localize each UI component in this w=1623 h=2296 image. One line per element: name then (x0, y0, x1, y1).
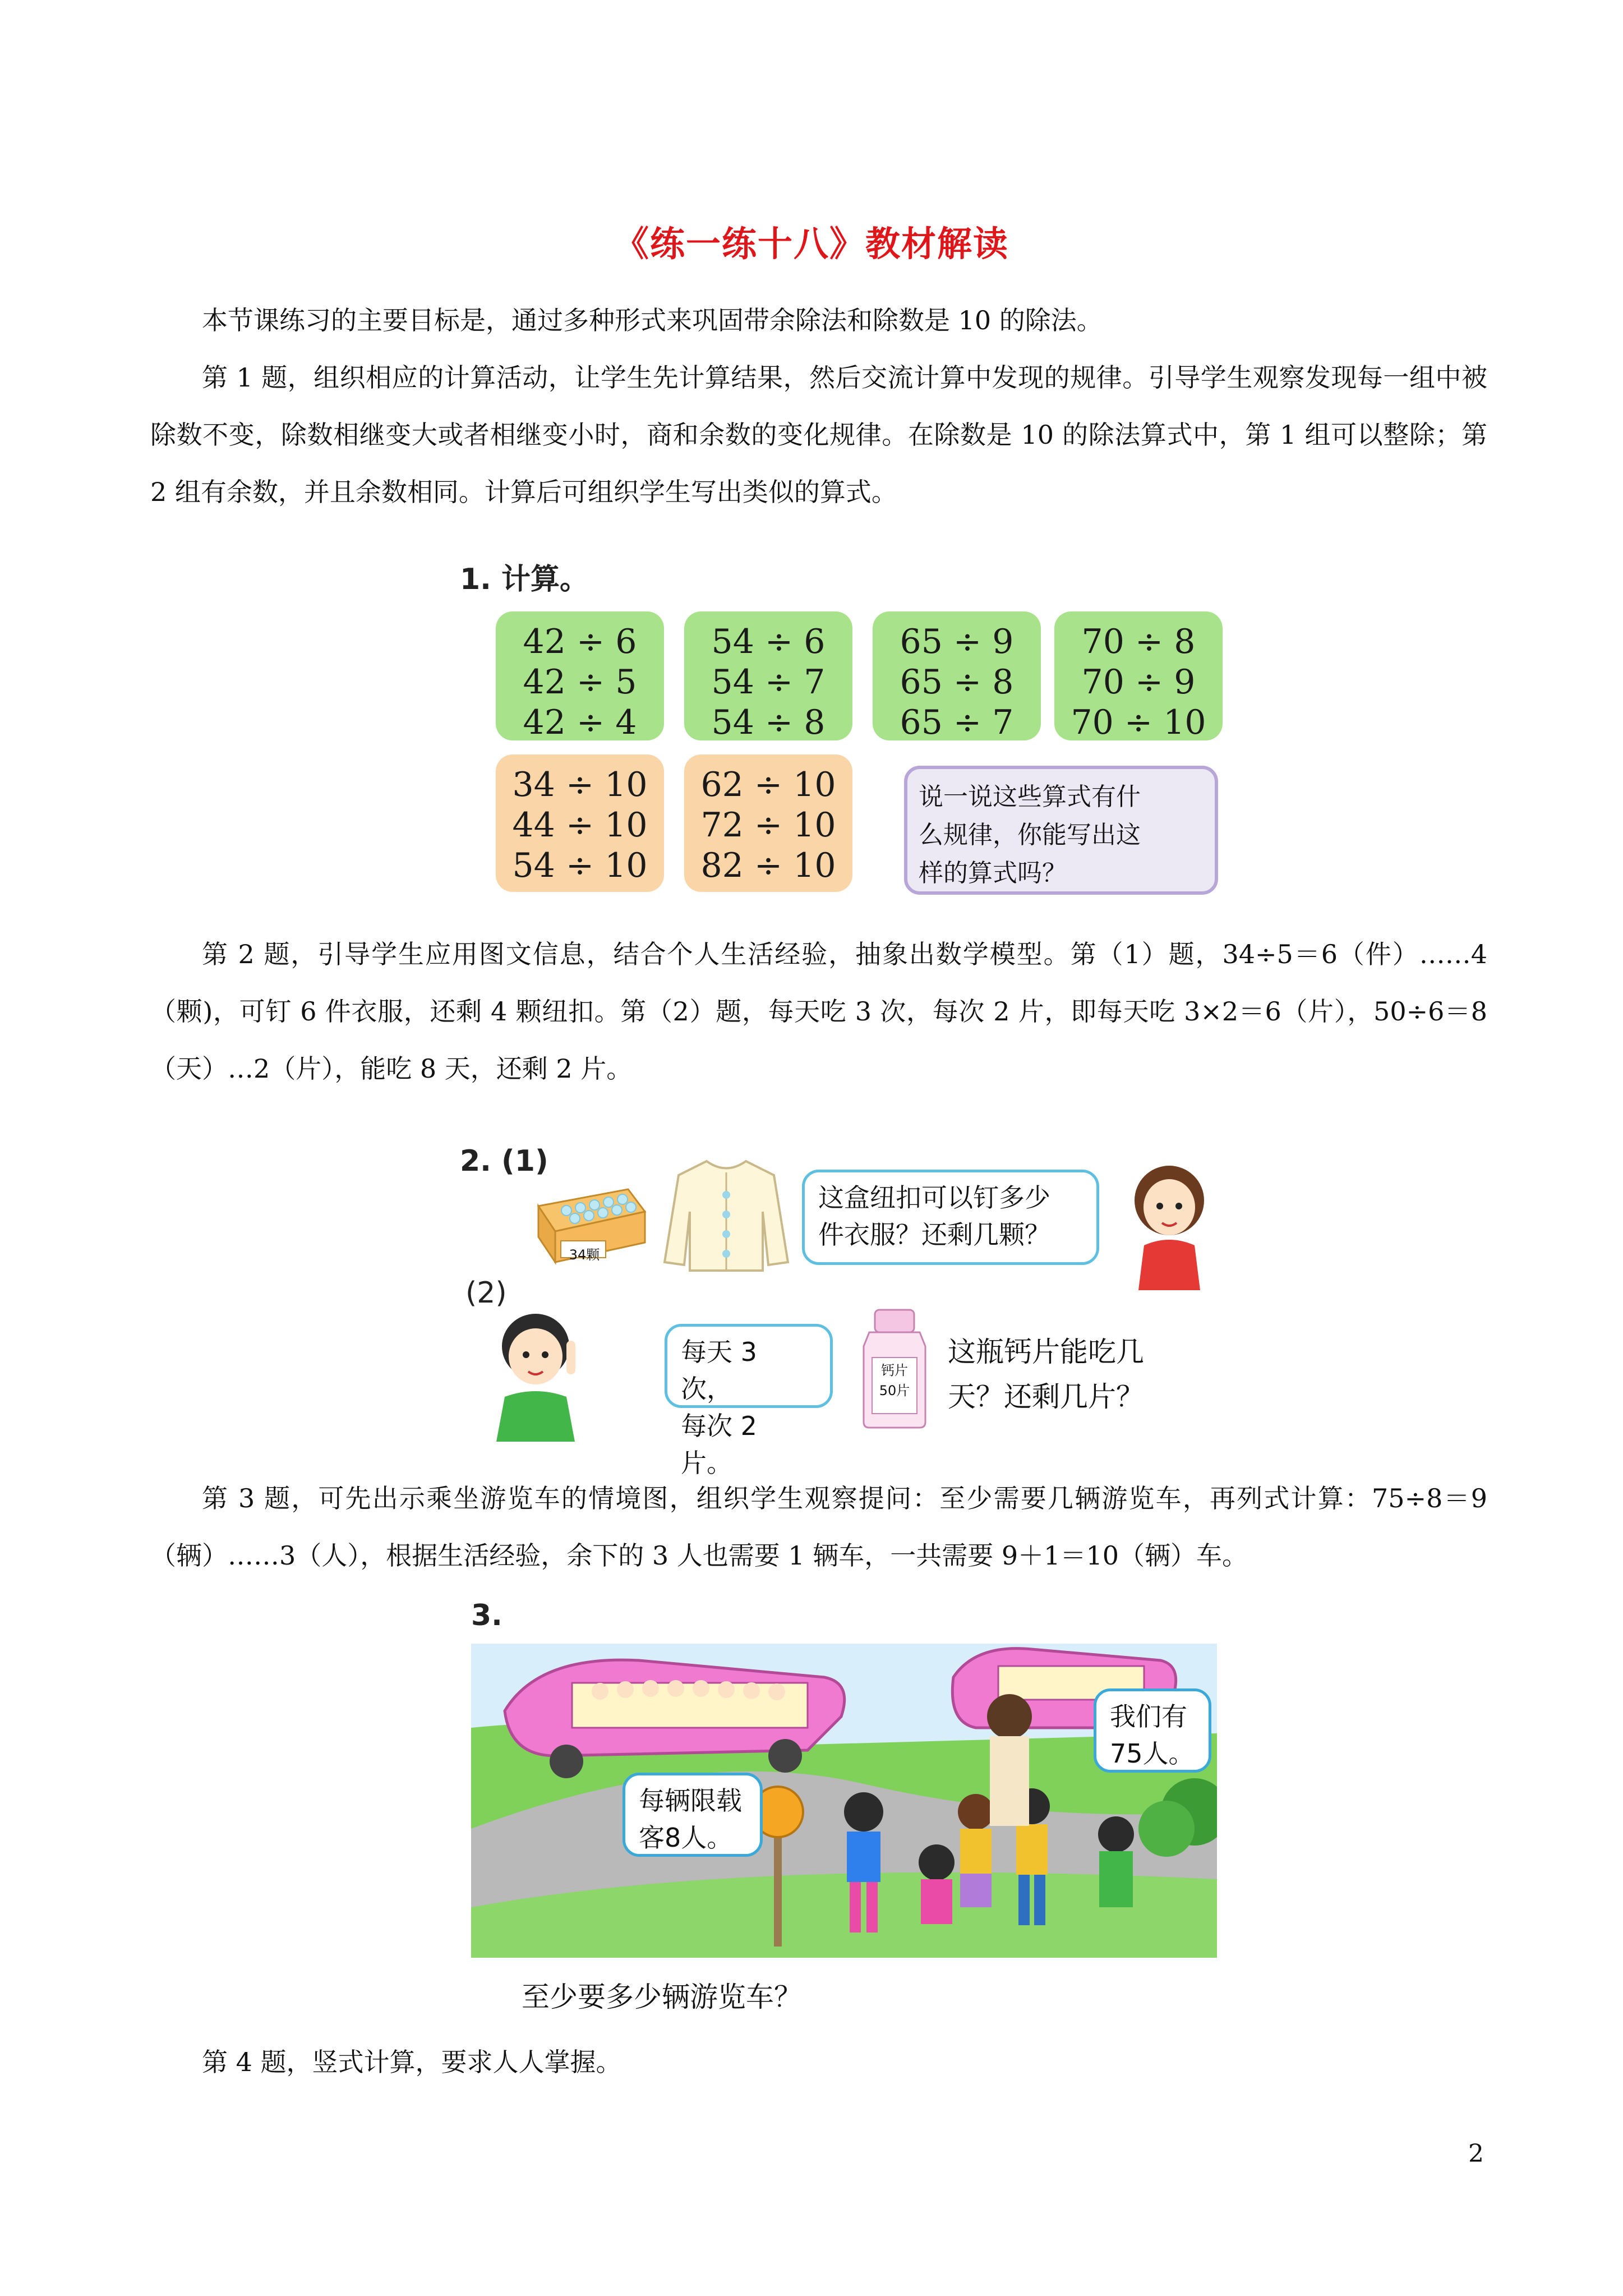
expression: 82 ÷ 10 (700, 846, 836, 885)
expression: 70 ÷ 10 (1071, 703, 1206, 742)
green-box-2 (684, 611, 852, 740)
expression: 54 ÷ 7 (711, 662, 826, 702)
bottle-label (872, 1360, 917, 1401)
speech-line: 每天 3 次， (681, 1337, 757, 1404)
page-number: 2 (1468, 2139, 1484, 2168)
expression: 42 ÷ 4 (523, 703, 637, 742)
figure-1-heading: 1. 计算。 (460, 563, 589, 596)
bubble-line: 么规律，你能写出这 (919, 821, 1141, 849)
expression: 65 ÷ 8 (900, 662, 1014, 702)
page-title: 《练一练十八》教材解读 (614, 223, 1009, 264)
figure-3-caption: 至少要多少辆游览车？ (522, 1981, 802, 2013)
boy-speech-bubble (665, 1324, 833, 1478)
speech-bubble-hint (904, 766, 1218, 895)
bottle-question (948, 1329, 1144, 1419)
q2-text: 第 2 题，引导学生应用图文信息，结合个人生活经验，抽象出数学模型。第（1）题，34÷5＝6（件）……4（颗)，可钉 6 件衣服，还剩 4 颗纽扣。第（2）题，每天吃 3 次，每次 2 片，即每天吃 3×2＝6（片），50÷6＝8（天）…2（片），能吃 8 天，还剩 2 片。 (150, 939, 1487, 1084)
paragraph-q2 (150, 926, 1487, 1097)
expression: 54 ÷ 10 (512, 846, 648, 885)
intro-text: 本节课练习的主要目标是，通过多种形式来巩固带余除法和除数是 10 的除法。 (202, 305, 1103, 335)
orange-box-1 (496, 754, 664, 892)
tour-car-scene (471, 1644, 1217, 1958)
speech-line: 每次 2 片。 (681, 1411, 757, 1478)
jacket-illustration (662, 1150, 791, 1279)
question-line: 这瓶钙片能吃几 (948, 1336, 1144, 1368)
figure-2 (454, 1139, 1228, 1478)
expression: 42 ÷ 6 (523, 622, 637, 661)
paragraph-q4 (150, 2033, 1487, 2091)
expression: 70 ÷ 9 (1081, 662, 1196, 702)
figure-1 (449, 555, 1223, 903)
bubble-line: 说一说这些算式有什 (919, 783, 1141, 811)
speech-line: 件衣服？还剩几颗？ (818, 1220, 1050, 1250)
figure-3-heading: 3. (471, 1599, 502, 1632)
figure-3 (471, 1599, 1223, 2025)
paragraph-intro (150, 292, 1487, 349)
boy-illustration (482, 1307, 594, 1442)
expression: 65 ÷ 7 (900, 703, 1014, 742)
question-line: 天？还剩几片？ (948, 1381, 1144, 1413)
expression: 72 ÷ 10 (700, 806, 836, 845)
green-box-4 (1054, 611, 1223, 740)
sub-question-2: (2) (465, 1276, 507, 1310)
expression: 42 ÷ 5 (523, 662, 637, 702)
speech-line: 每辆限载 (639, 1786, 742, 1816)
expression: 54 ÷ 8 (711, 703, 826, 742)
bubble-line: 样的算式吗？ (919, 859, 1067, 887)
expression: 65 ÷ 9 (900, 622, 1014, 661)
q1-text: 第 1 题，组织相应的计算活动，让学生先计算结果，然后交流计算中发现的规律。引导学生观察发现每一组中被除数不变，除数相继变大或者相继变小时，商和余数的变化规律。在除数是 10 的除法算式中，第 1 组可以整除；第 2 组有余数，并且余数相同。计算后可组织学生写出类似的算式。 (150, 362, 1487, 507)
girl-illustration (1122, 1161, 1217, 1290)
girl-speech-bubble (802, 1170, 1099, 1265)
figure-2-heading: 2. (1) (460, 1144, 548, 1178)
green-box-3 (873, 611, 1041, 740)
q3-text: 第 3 题，可先出示乘坐游览车的情境图，组织学生观察提问：至少需要几辆游览车，再列式计算：75÷8＝9（辆）……3（人），根据生活经验，余下的 3 人也需要 1 辆车，一共需要 9＋1＝10（辆）车。 (150, 1483, 1487, 1571)
paragraph-q3 (150, 1470, 1487, 1584)
paragraph-q1 (150, 349, 1487, 521)
box-label: 34颗 (569, 1247, 600, 1263)
sign-speech-bubble (623, 1773, 763, 1857)
expression: 34 ÷ 10 (512, 765, 648, 804)
group-speech-bubble (1094, 1688, 1211, 1773)
expression: 54 ÷ 6 (711, 622, 826, 661)
green-box-1 (496, 611, 664, 740)
bottle-label-line: 钙片 (881, 1363, 908, 1378)
bottle-label-line: 50片 (879, 1383, 910, 1398)
q4-text: 第 4 题，竖式计算，要求人人掌握。 (202, 2047, 622, 2077)
expression: 70 ÷ 8 (1081, 622, 1196, 661)
expression: 44 ÷ 10 (512, 806, 648, 845)
speech-line: 客8人。 (639, 1823, 733, 1853)
speech-line: 这盒纽扣可以钉多少 (818, 1182, 1050, 1213)
orange-box-2 (684, 754, 852, 892)
speech-line: 我们有 (1110, 1701, 1187, 1732)
expression: 62 ÷ 10 (700, 765, 836, 804)
speech-line: 75人。 (1110, 1738, 1195, 1769)
